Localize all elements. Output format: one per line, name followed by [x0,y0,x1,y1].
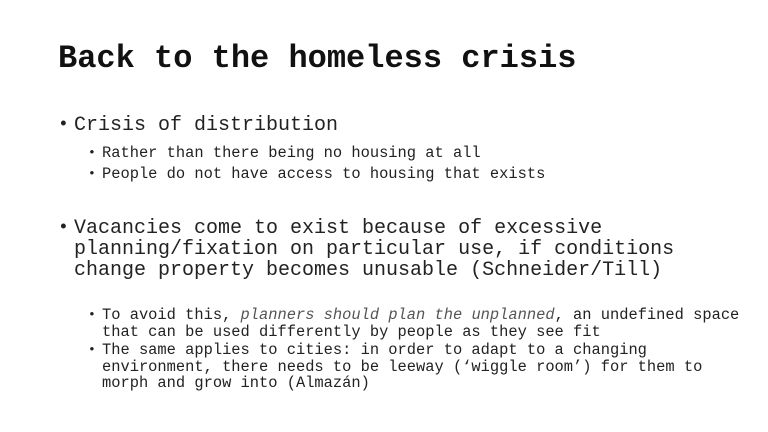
sub-bullet-rather-than [88,145,748,162]
bullet-dot-icon: • [88,145,96,160]
sub-bullet-text-post: , an undefined space that can be used differently by people as they see fit [102,306,740,341]
bullet-text: Crisis of distribution [74,114,339,137]
bullet-dot-icon: • [58,115,69,135]
bullet-dot-icon: • [58,218,69,238]
sub-bullet-avoid-this [88,307,748,340]
bullet-vacancies [58,218,748,281]
bullet-crisis-of-distribution [58,115,748,136]
sub-bullet-text: Rather than there being no housing at all [102,144,481,162]
bullet-text: Vacancies come to exist because of excessive planning/fixation on particular use, if conditions change property becomes unusable (Schneider/Till) [74,217,675,282]
sub-bullet-people-access [88,166,748,183]
bullet-list [58,115,748,392]
sub-bullet-text-pre: To avoid this, [102,306,241,324]
bullet-dot-icon: • [88,307,96,322]
bullet-dot-icon: • [88,342,96,357]
sub-bullet-same-applies [88,342,748,392]
slide-title: Back to the homeless crisis [58,40,577,77]
sub-bullet-text: People do not have access to housing that exists [102,164,546,183]
bullet-dot-icon: • [88,165,96,181]
sub-bullet-emphasis: planners should plan the unplanned [240,306,555,324]
sub-bullet-text: The same applies to cities: in order to adapt to a changing environment, there needs to be leeway (‘wiggle room’) for them to morph and grow into (Almazán) [102,341,703,392]
